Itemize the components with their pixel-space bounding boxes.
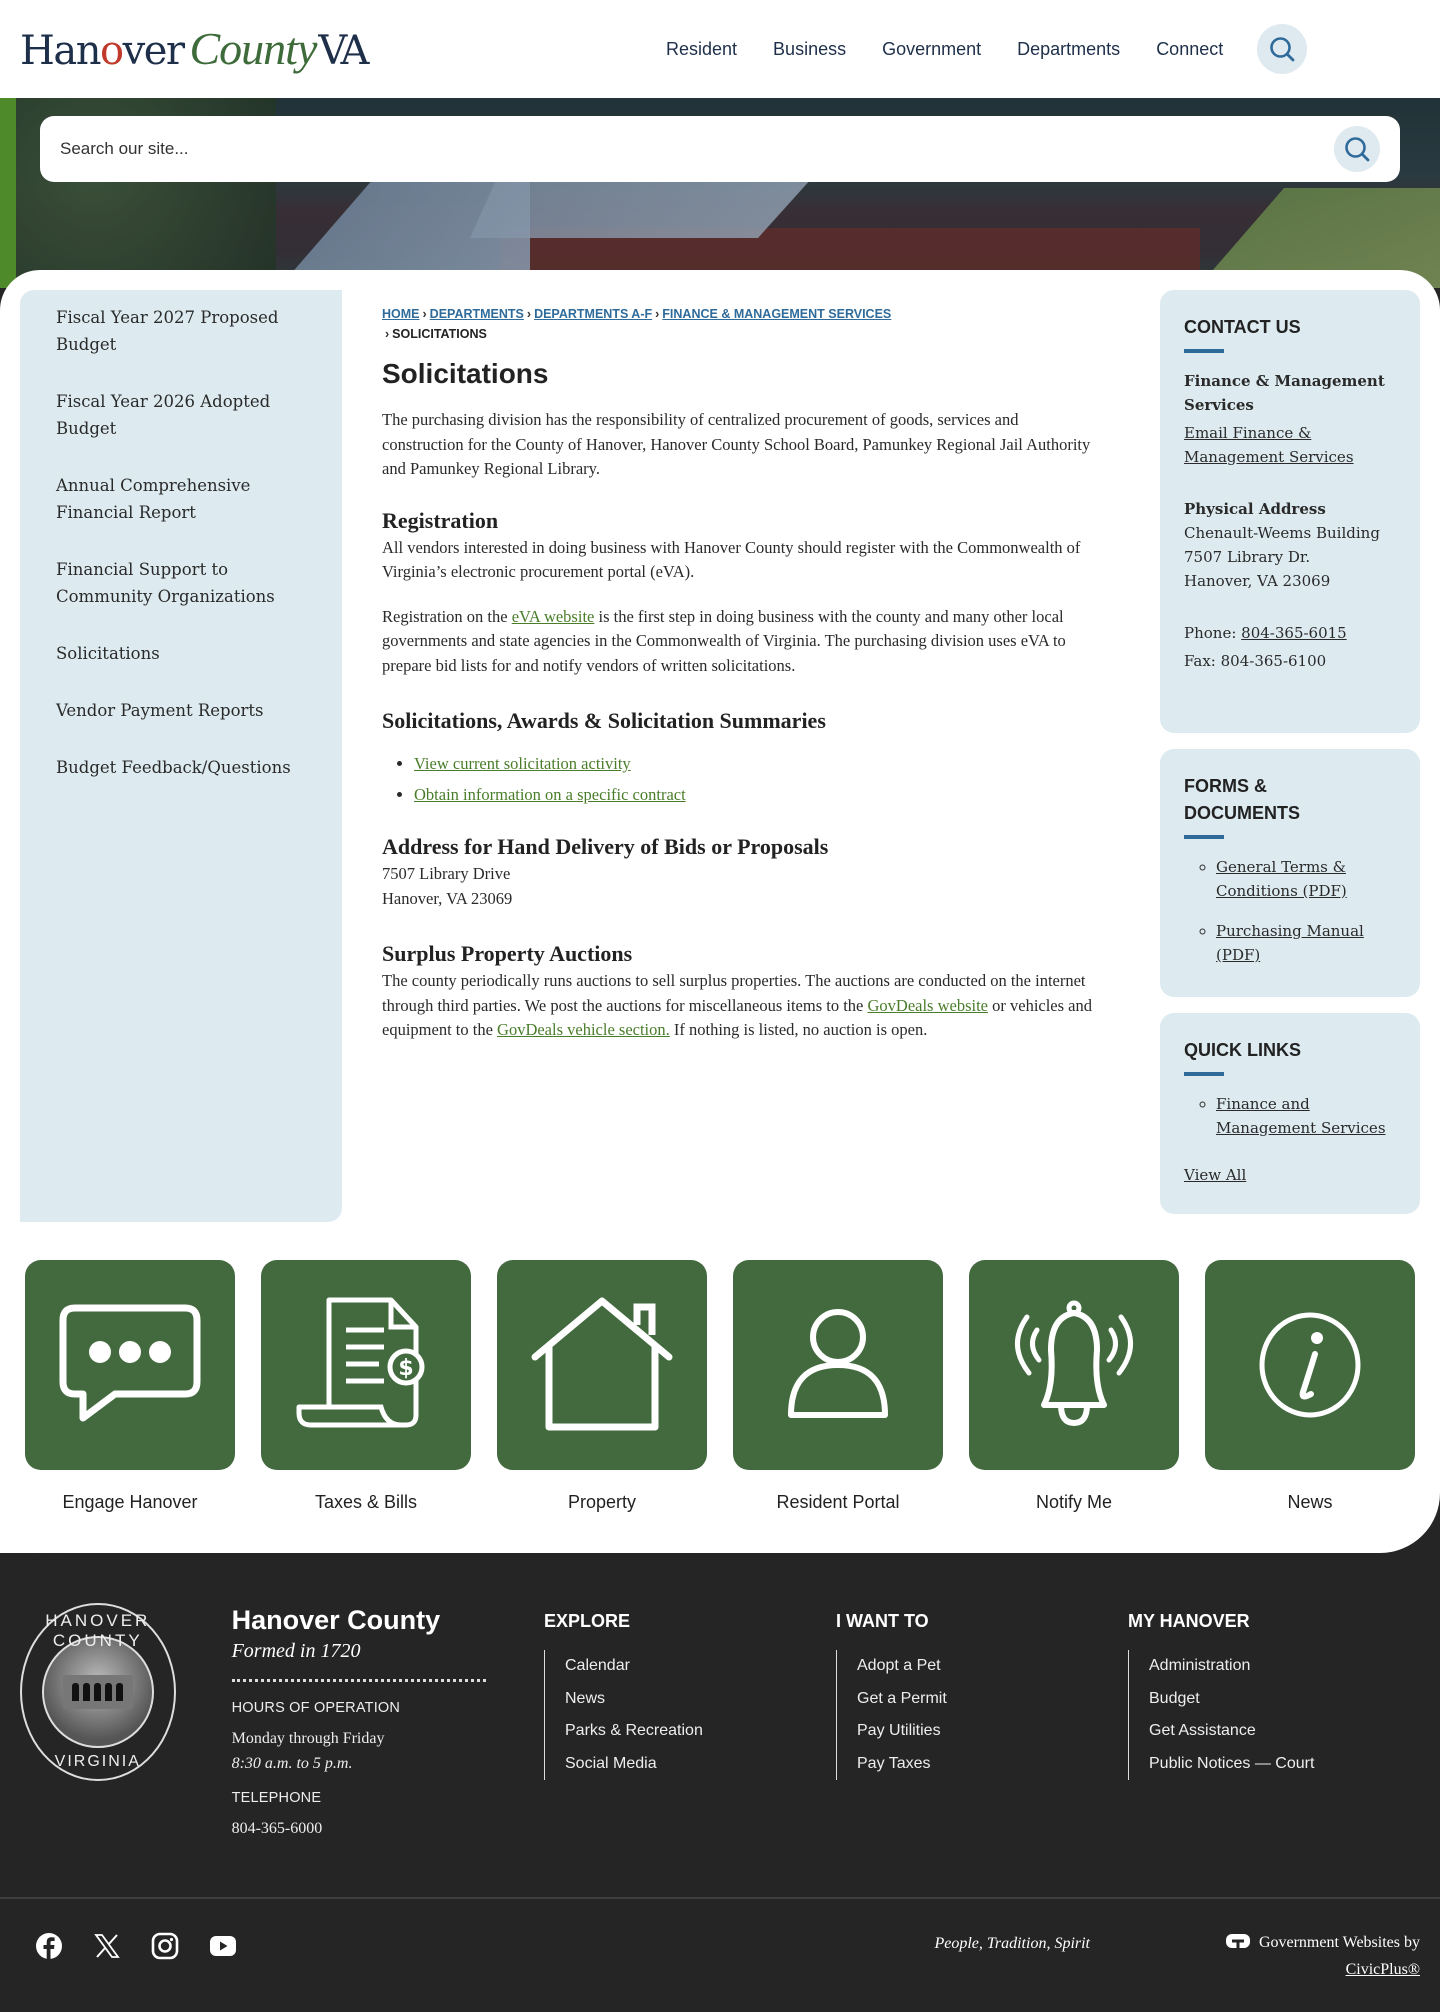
x-icon (94, 1933, 120, 1959)
instagram-icon (151, 1932, 179, 1960)
footer-link-columns (544, 1597, 1420, 1897)
footer-col-i-want-to (836, 1597, 1128, 1897)
contact-department: Finance & Management Services (1184, 372, 1385, 414)
footer-col-explore (544, 1597, 836, 1897)
page-title: Solicitations (382, 358, 549, 389)
footer-link-public-notices[interactable]: Public Notices — Court (1149, 1754, 1315, 1772)
tile-label: Resident Portal (776, 1492, 900, 1512)
address-line: Chenault-Weems Building (1184, 524, 1380, 542)
sidenav-item-financial-support[interactable]: Financial Support to Community Organizations (56, 560, 275, 606)
hours-value: Monday through Friday 8:30 a.m. to 5 p.m. (231, 1730, 385, 1772)
tile-property[interactable] (497, 1260, 707, 1513)
eva-website-link[interactable]: eVA website (511, 606, 595, 626)
bell-icon (999, 1295, 1149, 1435)
bill-icon (291, 1295, 441, 1435)
footer-col-my-hanover (1128, 1597, 1420, 1897)
address-line-1: 7507 Library Drive (382, 864, 511, 883)
specific-contract-link[interactable]: Obtain information on a specific contract (414, 785, 686, 804)
telephone-value[interactable]: 804-365-6000 (231, 1820, 323, 1837)
tile-notify-me[interactable] (969, 1260, 1179, 1513)
list-item (1216, 855, 1396, 903)
tile-label: Notify Me (1035, 1492, 1113, 1512)
sidenav-item-budget-feedback[interactable]: Budget Feedback/Questions (56, 758, 291, 777)
address-line-2: Hanover, VA 23069 (382, 888, 513, 908)
header-search-button[interactable] (1257, 24, 1307, 74)
address-heading: Address for Hand Delivery of Bids or Proposals (382, 834, 829, 859)
nav-departments[interactable]: Departments (1017, 38, 1121, 59)
quick-links-list (1216, 1092, 1396, 1140)
secondary-nav (20, 290, 342, 1222)
footer-col-heading: I WANT TO (836, 1611, 929, 1631)
nav-government[interactable]: Government (882, 38, 982, 59)
search-input[interactable] (60, 139, 1334, 159)
footer-top (20, 1597, 1420, 1897)
footer-link-assistance[interactable]: Get Assistance (1149, 1722, 1256, 1739)
site-footer (0, 1553, 1440, 2009)
social-links (20, 1927, 238, 1961)
breadcrumb-finance[interactable]: FINANCE & MANAGEMENT SERVICES (662, 307, 892, 321)
footer-col-heading: EXPLORE (544, 1611, 631, 1631)
address-line: Hanover, VA 23069 (1184, 572, 1331, 590)
person-icon (783, 1305, 893, 1425)
footer-col-heading: MY HANOVER (1128, 1611, 1250, 1631)
county-info (232, 1597, 486, 1897)
tile-label: Engage Hanover (62, 1492, 198, 1512)
footer-link-news[interactable]: News (565, 1689, 606, 1707)
nav-business[interactable]: Business (773, 38, 847, 59)
physical-address-label: Physical Address (1184, 500, 1326, 518)
breadcrumb-departments-a-f[interactable]: DEPARTMENTS A-F (534, 307, 653, 321)
intro-paragraph: The purchasing division has the responsibility of centralized procurement of goods, services and construction for the County of Hanover, Hanover County School Board, Pamunkey Regional Jail Authority and Pamunkey Regional Library. (382, 410, 1091, 478)
registration-paragraph: All vendors interested in doing business with Hanover County should register with the Commonwealth of Virginia’s electronic procurement portal (eVA). (382, 537, 1081, 581)
view-all-link[interactable]: View All (1184, 1166, 1247, 1184)
search-submit-button[interactable] (1334, 126, 1380, 172)
heading-underline (1184, 349, 1224, 353)
footer-link-administration[interactable]: Administration (1149, 1657, 1251, 1674)
surplus-heading: Surplus Property Auctions (382, 941, 633, 966)
facebook-icon (35, 1932, 63, 1960)
footer-link-calendar[interactable]: Calendar (565, 1657, 630, 1674)
chat-bubble-icon (55, 1300, 205, 1430)
footer-formed: Formed in 1720 (231, 1640, 361, 1662)
hours-label: HOURS OF OPERATION (231, 1700, 401, 1716)
seal-text-bottom: VIRGINIA (54, 1753, 141, 1770)
forms-documents-panel (1160, 749, 1420, 997)
facebook-link[interactable] (34, 1931, 64, 1961)
content-row (20, 290, 1420, 1222)
email-department-link[interactable]: Email Finance & Management Services (1184, 424, 1354, 466)
footer-link-taxes[interactable]: Pay Taxes (857, 1754, 931, 1772)
sidenav-item-annual-report[interactable]: Annual Comprehensive Financial Report (56, 476, 251, 522)
civicplus-link[interactable]: CivicPlus® (1345, 1961, 1420, 1978)
list-item (1216, 919, 1396, 967)
breadcrumb-departments[interactable]: DEPARTMENTS (429, 307, 524, 321)
dotted-divider (232, 1679, 486, 1682)
sidenav-item-vendor-payments[interactable]: Vendor Payment Reports (56, 701, 264, 720)
contact-heading: CONTACT US (1184, 317, 1301, 337)
tile-label: Property (567, 1492, 637, 1512)
fax: Fax: 804-365-6100 (1184, 652, 1327, 670)
tile-taxes-bills[interactable] (261, 1260, 471, 1513)
finance-services-link[interactable]: Finance and Management Services (1216, 1095, 1386, 1137)
contact-us-panel (1160, 290, 1420, 733)
svg-text:$: $ (398, 1356, 414, 1381)
surplus-paragraph: The county periodically runs auctions to sell surplus properties. The auctions are conducted on the internet through third parties. We post the auctions for miscellaneous items to the GovDeals website or vehicles and equipment to the GovDeals vehicle section. If nothing is listed, no auction is open. (382, 971, 1093, 1039)
footer-link-utilities[interactable]: Pay Utilities (857, 1722, 941, 1739)
footer-link-budget[interactable]: Budget (1149, 1689, 1200, 1707)
footer-link-social[interactable]: Social Media (565, 1754, 657, 1772)
quick-links-heading: QUICK LINKS (1184, 1040, 1301, 1060)
county-seal (20, 1603, 176, 1781)
x-link[interactable] (92, 1931, 122, 1961)
registration-heading: Registration (382, 507, 499, 533)
footer-county-name: Hanover County (231, 1605, 441, 1635)
quick-access-tiles (20, 1222, 1420, 1553)
breadcrumb: HOME › DEPARTMENTS › DEPARTMENTS A-F › FINANCE & MANAGEMENT SERVICES › SOLICITATIONS (382, 307, 892, 341)
civicplus-logo-icon (1225, 1933, 1251, 1949)
govdeals-website-link[interactable]: GovDeals website (867, 995, 988, 1015)
info-icon (1255, 1310, 1365, 1420)
logo-county: County (189, 23, 317, 74)
footer-link-permit[interactable]: Get a Permit (857, 1689, 947, 1707)
youtube-link[interactable] (208, 1931, 238, 1961)
search-icon (1268, 35, 1296, 63)
telephone-label: TELEPHONE (231, 1790, 322, 1806)
right-sidebar (1160, 290, 1420, 1222)
govdeals-vehicle-link[interactable]: GovDeals vehicle section. (497, 1020, 670, 1039)
logo-va: VA (318, 28, 366, 74)
heading-underline (1184, 835, 1224, 839)
footer-bottom (20, 1899, 1420, 2009)
summaries-list (414, 748, 1092, 810)
summaries-heading: Solicitations, Awards & Solicitation Summaries (382, 708, 826, 733)
search-icon (1343, 135, 1371, 163)
forms-list (1216, 855, 1396, 967)
footer-link-adopt-pet[interactable]: Adopt a Pet (857, 1657, 941, 1674)
nav-resident[interactable]: Resident (666, 38, 738, 59)
sidenav-item-fy2027-budget[interactable]: Fiscal Year 2027 Proposed Budget (56, 308, 279, 354)
footer-link-parks[interactable]: Parks & Recreation (565, 1722, 703, 1739)
logo-hanover: Hanover (20, 28, 184, 74)
site-logo[interactable] (20, 23, 366, 74)
site-header (0, 0, 1440, 98)
tile-label: News (1287, 1492, 1333, 1512)
seal-text-top: HANOVER COUNTY (45, 1611, 151, 1650)
purchasing-manual-pdf-link[interactable]: Purchasing Manual (PDF) (1216, 922, 1364, 964)
phone-row: Phone: 804-365-6015 (1184, 624, 1347, 642)
breadcrumb-home[interactable]: HOME (382, 307, 420, 321)
tile-engage-hanover[interactable] (25, 1260, 235, 1513)
forms-heading: FORMS & DOCUMENTS (1184, 776, 1300, 823)
tile-resident-portal[interactable] (733, 1260, 943, 1513)
sidenav-item-solicitations[interactable]: Solicitations (56, 644, 160, 663)
quick-links-panel (1160, 1013, 1420, 1214)
footer-tagline: People, Tradition, Spirit (934, 1935, 1090, 1952)
sidenav-item-fy2026-budget[interactable]: Fiscal Year 2026 Adopted Budget (56, 392, 271, 438)
hero-banner (0, 98, 1440, 288)
heading-underline (1184, 1072, 1224, 1076)
main-content-card (0, 270, 1440, 1553)
breadcrumb-current: SOLICITATIONS (392, 327, 487, 341)
tile-news[interactable] (1205, 1260, 1415, 1513)
nav-connect[interactable]: Connect (1156, 38, 1224, 59)
house-icon (527, 1295, 677, 1435)
registration-eva-paragraph: Registration on the eVA website is the first step in doing business with the county and many other local governments and state agencies in the Commonwealth of Virginia. The purchasing division uses eVA to prepare bid lists for and notify vendors of written solicitations. (382, 606, 1066, 675)
main-nav (648, 0, 1307, 98)
youtube-icon (209, 1934, 237, 1958)
instagram-link[interactable] (150, 1931, 180, 1961)
phone-link[interactable]: 804-365-6015 (1241, 624, 1347, 642)
tile-label: Taxes & Bills (314, 1492, 418, 1512)
view-solicitation-activity-link[interactable]: View current solicitation activity (414, 754, 631, 773)
address-line: 7507 Library Dr. (1184, 548, 1311, 566)
article (342, 290, 1132, 1222)
list-item (1216, 1092, 1396, 1140)
site-search (40, 116, 1400, 182)
list-item (414, 748, 1092, 779)
list-item (414, 779, 1092, 810)
general-terms-pdf-link[interactable]: General Terms & Conditions (PDF) (1216, 858, 1347, 900)
civicplus-credit: Government Websites by CivicPlus® (1190, 1929, 1420, 1983)
